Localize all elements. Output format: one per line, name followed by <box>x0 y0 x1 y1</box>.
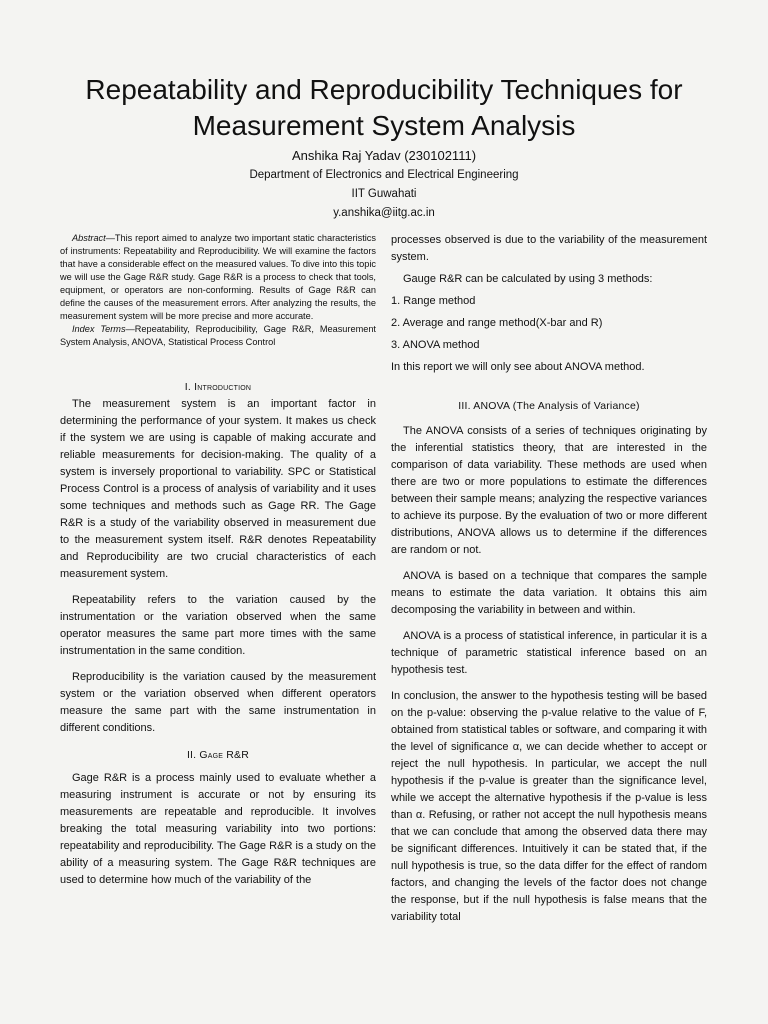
anova-paragraph-3: ANOVA is a process of statistical inference, in particular it is a technique of parametric statistical inference based on an hypothesis test. <box>391 630 707 676</box>
author-institute: IIT Guwahati <box>351 188 417 200</box>
method-item: 1. Range method <box>391 295 476 307</box>
left-column <box>60 232 376 889</box>
anova-paragraph-1: The ANOVA consists of a series of techniques originating by the inferential statistics theory, that are interested in the comparison of data variability. These methods are used when there are two or more populations to estimate the differences between their sample means; analyzing the respective variances to achieve its purpose. By the evaluation of two or more different distributions, ANOVA allows us to determine if the differences are random or not. <box>391 425 707 556</box>
abstract <box>60 232 376 323</box>
index-terms-text: —Repeatability, Reproducibility, Gage R&R, Measurement System Analysis, ANOVA, Statistical Process Control <box>60 324 376 347</box>
index-terms <box>60 323 376 349</box>
intro-paragraph-3: Reproducibility is the variation caused by the measurement system or the variation observed when different operators measure the same part with the same instrumentation in different conditions. <box>60 671 376 734</box>
abstract-label: Abstract <box>72 233 106 243</box>
anova-paragraph-4: In conclusion, the answer to the hypothesis testing will be based on the p-value: observing the p-value relative to the value of F, obtained from statistical tables or software, and comparing it with the level of significance α, we can decide whether to accept or reject the null hypothesis. In particular, we accept the null hypothesis if the p-value is greater than the significance level, while we accept the alternative hypothesis if the p-value is less than α. Refusing, or rather not accept the null hypothesis means that we can conclude that among the observed data there may be significant differences. Intuitively it can be stated that, if the null hypothesis is true, so the data differ for the effect of random factors, and changing the levels of the factor does not change the response, but if the null hypothesis is false means that the variability total <box>391 690 707 923</box>
heading-introduction: I. Introduction <box>184 381 252 393</box>
title-line-2: Measurement System Analysis <box>192 110 576 141</box>
method-item: 3. ANOVA method <box>391 339 480 351</box>
author-email[interactable]: y.anshika@iitg.ac.in <box>333 207 435 219</box>
intro-paragraph-2: Repeatability refers to the variation caused by the instrumentation or the variation observed when the same operator measures the same part more times with the same instrumentation in the same condition. <box>60 594 376 657</box>
heading-gage-rr: II. Gage R&R <box>186 749 250 761</box>
method-item: 2. Average and range method(X-bar and R) <box>391 317 603 329</box>
right-column <box>391 232 707 926</box>
author-department: Department of Electronics and Electrical Engineering <box>249 169 519 181</box>
title-line-1: Repeatability and Reproducibility Techniques for <box>85 74 683 105</box>
heading-anova: III. ANOVA (The Analysis of Variance) <box>458 400 640 412</box>
paper-title <box>40 72 728 144</box>
gage-paragraph-1: Gage R&R is a process mainly used to evaluate whether a measuring instrument is accurate or not by ensuring its measurements are repeatable and reproducible. It involves breaking the total measuring variability into two portions: repeatability and reproducibility. The Gage R&R is a study on the ability of a measuring system. The Gage R&R techniques are used to determine how much of the variability of the <box>60 772 376 886</box>
author-block <box>0 146 768 223</box>
right-paragraph-2: Gauge R&R can be calculated by using 3 methods: <box>403 273 653 285</box>
abstract-text: —This report aimed to analyze two important static characteristics of instruments: Repeatability and Reproducibility. We will examine the factors that have a considerable effect on the measured values. To dive into this topic we will use the Gage R&R study. Gage R&R is a process to check that tools, equipment, or operators are non-conforming. Results of Gage R&R can define the causes of the measurement errors. After analyzing the results, the measurement system will be more precise and more accurate. <box>60 233 376 321</box>
index-terms-label: Index Terms <box>72 324 126 334</box>
author-name: Anshika Raj Yadav (230102111) <box>291 148 477 163</box>
anova-paragraph-2: ANOVA is based on a technique that compares the sample means to estimate the data variation. It obtains this aim decomposing the variability in between and within. <box>391 570 707 616</box>
right-paragraph-3: In this report we will only see about ANOVA method. <box>391 361 645 373</box>
intro-paragraph-1: The measurement system is an important factor in determining the performance of your system. It makes us check if the system we are using is capable of making accurate and reliable measurements for decision-making. The quality of a system is inversely proportional to variability. SPC or Statistical Process Control is a process of analysis of variability and it uses some techniques and methods such as Gage RR. The Gage R&R is a study of the variability observed in measurement due to the measurement system itself. R&R denotes Repeatability and Reproducibility are two crucial characteristics of each measurement system. <box>60 398 376 580</box>
right-paragraph-1: processes observed is due to the variability of the measurement system. <box>391 234 707 263</box>
